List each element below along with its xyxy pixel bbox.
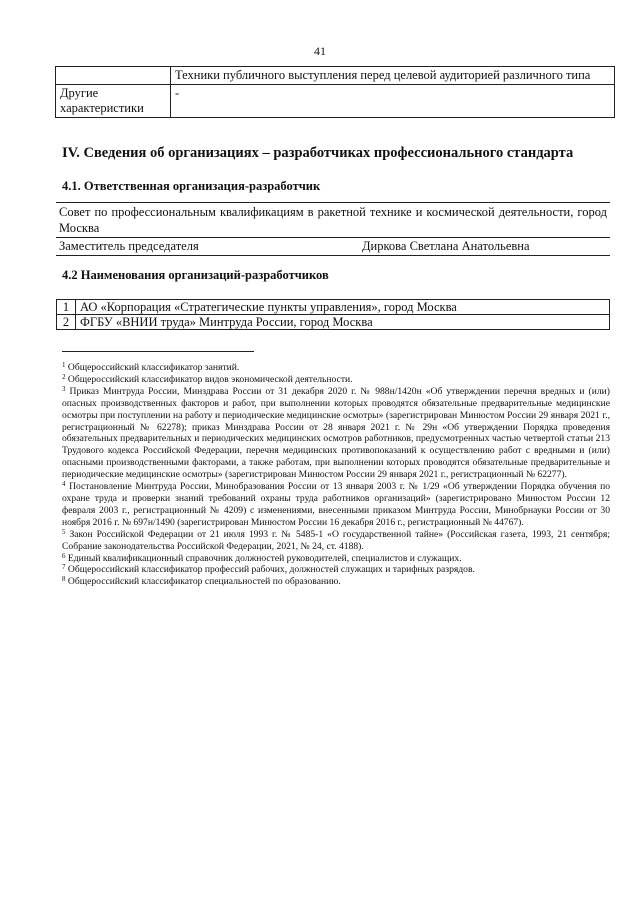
footnote-mark: 3	[62, 384, 66, 393]
footnote	[62, 576, 610, 588]
organization-name: Совет по профессиональным квалификациям в ракетной технике и космической деятельности, город Москва	[56, 202, 610, 238]
footnote-mark: 7	[62, 563, 66, 572]
table-row	[56, 85, 615, 118]
signatory-name: Диркова Светлана Анатольевна	[362, 239, 530, 253]
footnote	[62, 386, 610, 481]
table-cell-label: Другие характеристики	[56, 85, 171, 118]
row-number: 1	[57, 300, 76, 315]
section-heading: IV. Сведения об организациях – разработчиках профессионального стандарта	[62, 145, 574, 161]
footnote-mark: 5	[62, 527, 66, 536]
footnote-text: Общероссийский классификатор занятий.	[67, 362, 240, 373]
footnote-separator	[62, 351, 254, 352]
table-row	[57, 300, 610, 315]
developer-name: ФГБУ «ВНИИ труда» Минтруда России, город Москва	[76, 315, 610, 330]
footnote-text: Общероссийский классификатор видов экономической деятельности.	[67, 373, 353, 385]
footnote-text: Закон Российской Федерации от 21 июля 1993 г. № 5485-1 «О государственной тайне» (Российская газета, 1993, 21 сентября; Собрание законодательства Российской Федерации, 2021, № 24, ст. 4188).	[62, 528, 610, 552]
table-row	[56, 67, 615, 85]
table-cell-text: Техники публичного выступления перед целевой аудиторией различного типа	[171, 67, 615, 85]
footnote-mark: 1	[62, 361, 66, 369]
footnote-mark: 8	[62, 575, 66, 584]
characteristics-table	[55, 66, 615, 118]
footnote	[62, 374, 610, 386]
footnote-text: Приказ Минтруда России, Минздрава России от 31 декабря 2020 г. № 988н/1420н «Об утверждении перечня вредных и (или) опасных производственных факторов и работ, при выполнении которых проводятся обязательные предварительные медицинские осмотры при поступлении на работу и периодические медицинские осмотры» (зарегистрирован Минюстом России 29 января 2021 г., регистрационный № 62278); приказ Минздрава России от 28 января 2021 г. № 29н «Об утверждении Порядка проведения обязательных предварительных и периодических медицинских осмотров работников, предусмотренных частью четвертой статьи 213 Трудового кодекса Российской Федерации, перечня медицинских противопоказаний к осуществлению работ с вредными и (или) опасными производственными факторами, а также работам, при выполнении которых проводятся обязательные предварительные и периодические медицинские осмотры» (зарегистрирован Минюстом России 29 января 2021 г., регистрационный № 62277).	[62, 385, 610, 481]
developer-name: АО «Корпорация «Стратегические пункты управления», город Москва	[76, 300, 610, 315]
signatory-position: Заместитель председателя	[59, 239, 199, 253]
footnotes	[62, 362, 610, 588]
footnote	[62, 362, 610, 374]
subsection-heading-responsible-org: 4.1. Ответственная организация-разработчик	[62, 179, 321, 193]
footnote-text: Постановление Минтруда России, Минобразования России от 13 января 2003 г. № 1/29 «Об утверждении Порядка обучения по охране труда и проверки знаний требований охраны труда работников организаций» (зарегистрировано Минюстом России 12 февраля 2003 г., регистрационный № 4209) с изменениями, внесенными приказом Минтруда России, Минобрнауки России от 30 ноября 2016 г. № 697н/1490 (зарегистрирован Минюстом России 16 декабря 2016 г., регистрационный № 44767).	[62, 481, 611, 528]
footnote	[62, 481, 610, 529]
signatory-row	[56, 238, 610, 256]
footnote-text: Общероссийский классификатор профессий рабочих, должностей служащих и тарифных разрядов.	[67, 564, 475, 576]
table-row	[57, 315, 610, 330]
footnote-text: Общероссийский классификатор специальностей по образованию.	[67, 576, 341, 588]
footnote-mark: 6	[62, 551, 66, 560]
subsection-heading-developers: 4.2 Наименования организаций-разработчиков	[62, 268, 329, 282]
table-cell-text: -	[171, 85, 615, 118]
developers-table	[56, 299, 610, 330]
footnote	[62, 564, 610, 576]
table-cell-empty	[56, 67, 171, 85]
footnote-mark: 4	[62, 480, 66, 489]
row-number: 2	[57, 315, 76, 330]
footnote-text: Единый квалификационный справочник должностей руководителей, специалистов и служащих.	[67, 552, 462, 564]
footnote-mark: 2	[62, 372, 66, 381]
footnote	[62, 529, 610, 553]
footnote	[62, 553, 610, 565]
page-number: 41	[314, 44, 326, 58]
responsible-org-box	[56, 202, 610, 256]
